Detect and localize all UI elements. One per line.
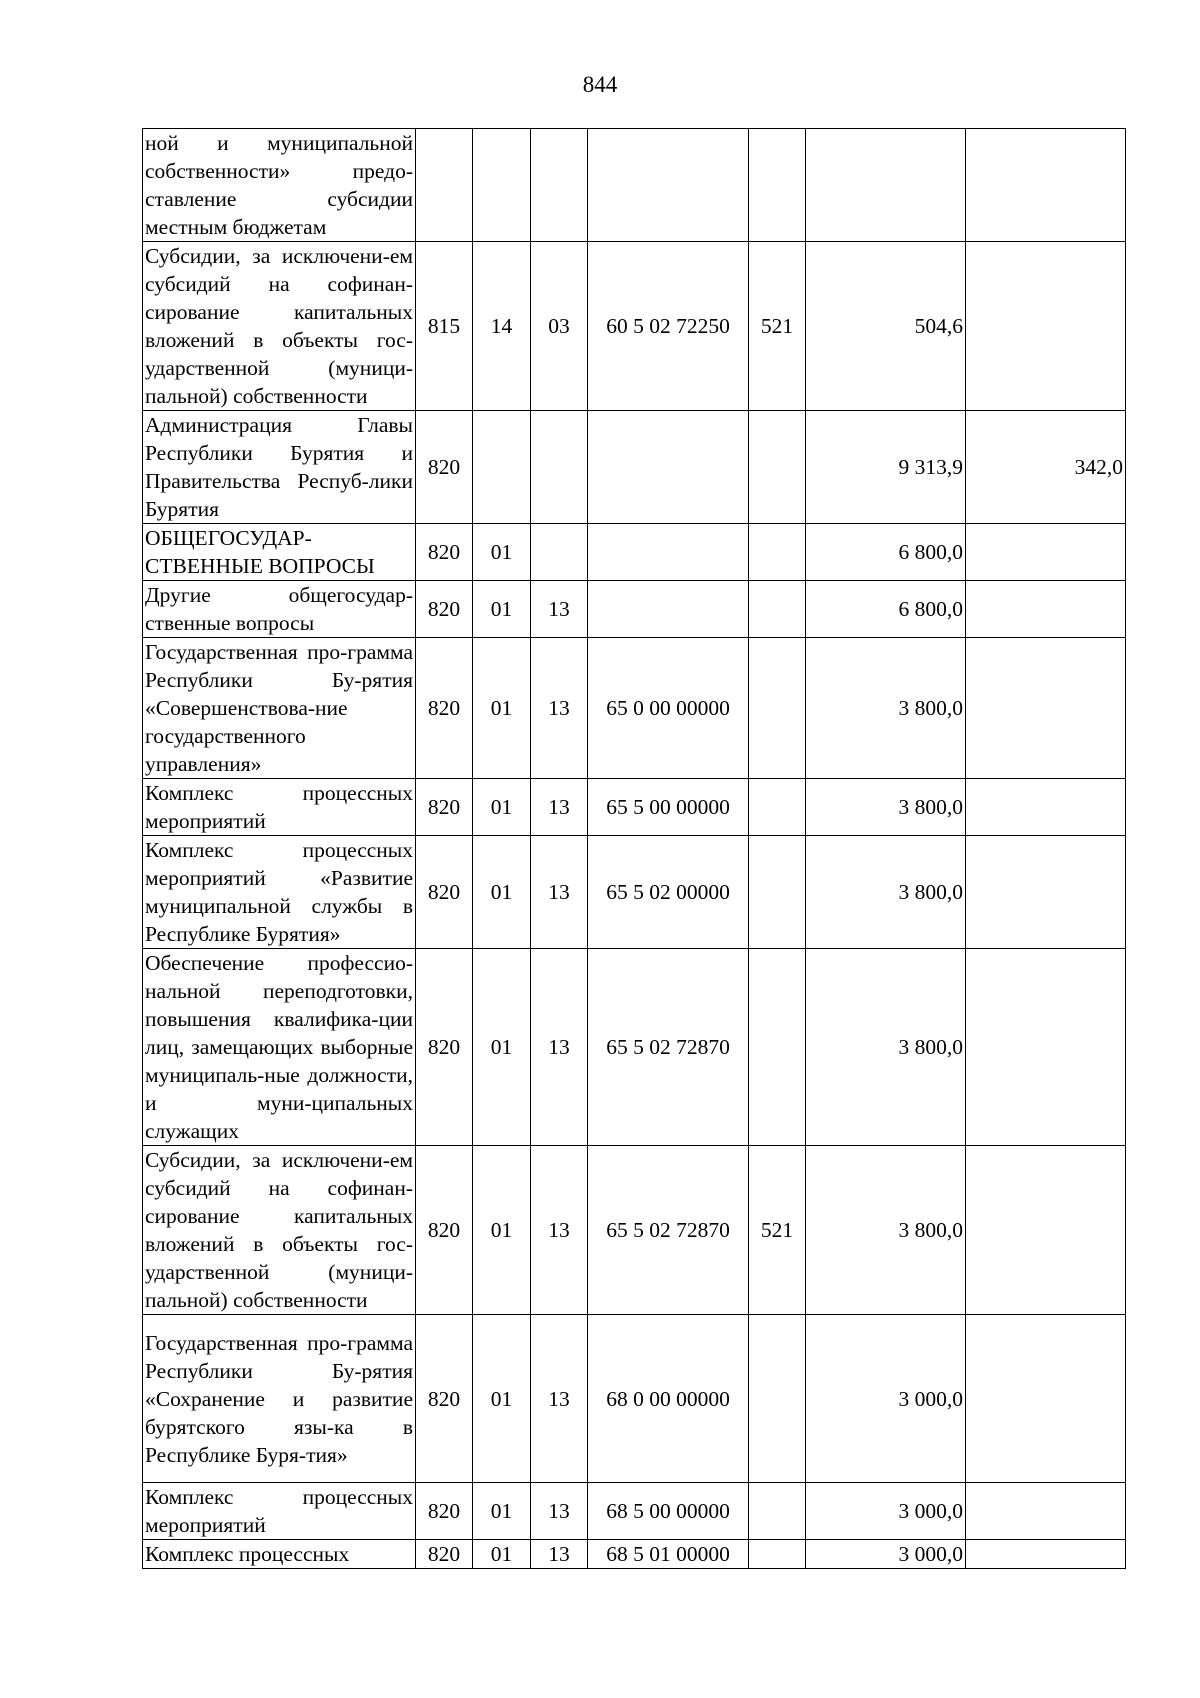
amount-extra-cell — [966, 129, 1126, 242]
name-cell: ной и муниципальной собственности» предо-ставление субсидии местным бюджетам — [143, 129, 416, 242]
ministry-code-cell: 820 — [416, 411, 473, 524]
target-article-cell: 68 0 00 00000 — [588, 1315, 749, 1483]
name-cell: Государственная про-грамма Республики Бу-рятия «Совершенствова-ние государственного управления» — [143, 638, 416, 779]
section-code-cell — [473, 129, 531, 242]
target-article-cell — [588, 129, 749, 242]
name-cell: Государственная про-грамма Республики Бу-рятия «Сохранение и развитие бурятского язы-ка в Республике Буря-тия» — [143, 1315, 416, 1483]
section-code-cell: 01 — [473, 836, 531, 949]
name-cell: Обеспечение профессио-нальной переподготовки, повышения квалифика-ции лиц, замещающих выборные муниципаль-ные должности, и муни-ципальных служащих — [143, 949, 416, 1146]
ministry-code-cell: 820 — [416, 1483, 473, 1540]
subsection-code-cell: 13 — [531, 581, 588, 638]
ministry-code-cell: 820 — [416, 1540, 473, 1569]
name-cell: Администрация Главы Республики Бурятия и Правительства Респуб-лики Бурятия — [143, 411, 416, 524]
expense-type-cell: 521 — [749, 1146, 806, 1315]
amount-extra-cell — [966, 836, 1126, 949]
amount-extra-cell — [966, 949, 1126, 1146]
ministry-code-cell: 820 — [416, 836, 473, 949]
ministry-code-cell: 820 — [416, 1315, 473, 1483]
subsection-code-cell — [531, 524, 588, 581]
target-article-cell: 65 5 00 00000 — [588, 779, 749, 836]
ministry-code-cell: 820 — [416, 949, 473, 1146]
name-cell: Субсидии, за исключени-ем субсидий на софинан-сирование капитальных вложений в объекты гос-ударственной (муници-пальной) собственности — [143, 1146, 416, 1315]
expense-type-cell — [749, 1540, 806, 1569]
target-article-cell: 65 5 02 72870 — [588, 1146, 749, 1315]
subsection-code-cell: 13 — [531, 949, 588, 1146]
table-row — [143, 949, 1126, 1146]
amount-extra-cell — [966, 581, 1126, 638]
target-article-cell: 65 5 02 00000 — [588, 836, 749, 949]
ministry-code-cell: 820 — [416, 581, 473, 638]
subsection-code-cell: 13 — [531, 836, 588, 949]
ministry-code-cell: 815 — [416, 242, 473, 411]
amount-cell: 3 000,0 — [806, 1540, 966, 1569]
section-code-cell — [473, 411, 531, 524]
target-article-cell — [588, 411, 749, 524]
amount-cell: 3 800,0 — [806, 638, 966, 779]
section-code-cell: 01 — [473, 638, 531, 779]
table-row — [143, 129, 1126, 242]
ministry-code-cell — [416, 129, 473, 242]
target-article-cell — [588, 524, 749, 581]
expense-type-cell — [749, 779, 806, 836]
expense-type-cell — [749, 1483, 806, 1540]
amount-cell: 3 800,0 — [806, 949, 966, 1146]
name-cell: Комплекс процессных — [143, 1540, 416, 1569]
expense-type-cell — [749, 1315, 806, 1483]
name-cell: Субсидии, за исключени-ем субсидий на софинан-сирование капитальных вложений в объекты гос-ударственной (муници-пальной) собственности — [143, 242, 416, 411]
amount-extra-cell — [966, 1483, 1126, 1540]
target-article-cell: 68 5 00 00000 — [588, 1483, 749, 1540]
ministry-code-cell: 820 — [416, 638, 473, 779]
amount-extra-cell — [966, 638, 1126, 779]
table-row — [143, 1540, 1126, 1569]
subsection-code-cell: 13 — [531, 638, 588, 779]
table-row — [143, 779, 1126, 836]
name-cell: Другие общегосудар-ственные вопросы — [143, 581, 416, 638]
table-row — [143, 1483, 1126, 1540]
target-article-cell: 65 0 00 00000 — [588, 638, 749, 779]
subsection-code-cell — [531, 411, 588, 524]
section-code-cell: 01 — [473, 779, 531, 836]
page-number: 844 — [582, 72, 618, 97]
subsection-code-cell: 13 — [531, 1540, 588, 1569]
budget-table — [142, 128, 1126, 1569]
expense-type-cell — [749, 949, 806, 1146]
amount-extra-cell: 342,0 — [966, 411, 1126, 524]
expense-type-cell: 521 — [749, 242, 806, 411]
ministry-code-cell: 820 — [416, 1146, 473, 1315]
subsection-code-cell: 13 — [531, 1483, 588, 1540]
expense-type-cell — [749, 524, 806, 581]
expense-type-cell — [749, 638, 806, 779]
expense-type-cell — [749, 411, 806, 524]
amount-cell: 3 800,0 — [806, 779, 966, 836]
table-row — [143, 242, 1126, 411]
table-row — [143, 1146, 1126, 1315]
amount-cell: 3 000,0 — [806, 1315, 966, 1483]
subsection-code-cell: 13 — [531, 1146, 588, 1315]
name-cell: Комплекс процессных мероприятий — [143, 779, 416, 836]
amount-cell: 3 800,0 — [806, 1146, 966, 1315]
amount-extra-cell — [966, 1146, 1126, 1315]
amount-extra-cell — [966, 779, 1126, 836]
expense-type-cell — [749, 836, 806, 949]
section-code-cell: 14 — [473, 242, 531, 411]
section-code-cell: 01 — [473, 1483, 531, 1540]
expense-type-cell — [749, 129, 806, 242]
section-code-cell: 01 — [473, 524, 531, 581]
amount-extra-cell — [966, 1315, 1126, 1483]
table-row — [143, 836, 1126, 949]
amount-cell: 3 000,0 — [806, 1483, 966, 1540]
expense-type-cell — [749, 581, 806, 638]
target-article-cell: 68 5 01 00000 — [588, 1540, 749, 1569]
amount-cell: 3 800,0 — [806, 836, 966, 949]
table-row — [143, 638, 1126, 779]
amount-extra-cell — [966, 524, 1126, 581]
section-code-cell: 01 — [473, 949, 531, 1146]
subsection-code-cell: 03 — [531, 242, 588, 411]
amount-cell: 6 800,0 — [806, 581, 966, 638]
target-article-cell: 65 5 02 72870 — [588, 949, 749, 1146]
section-code-cell: 01 — [473, 1540, 531, 1569]
subsection-code-cell: 13 — [531, 779, 588, 836]
subsection-code-cell — [531, 129, 588, 242]
amount-extra-cell — [966, 242, 1126, 411]
section-code-cell: 01 — [473, 581, 531, 638]
table-row — [143, 411, 1126, 524]
section-code-cell: 01 — [473, 1146, 531, 1315]
name-cell: ОБЩЕГОСУДАР-СТВЕННЫЕ ВОПРОСЫ — [143, 524, 416, 581]
name-cell: Комплекс процессных мероприятий «Развитие муниципальной службы в Республике Бурятия» — [143, 836, 416, 949]
subsection-code-cell: 13 — [531, 1315, 588, 1483]
amount-cell: 504,6 — [806, 242, 966, 411]
table-row — [143, 581, 1126, 638]
table-row — [143, 1315, 1126, 1483]
ministry-code-cell: 820 — [416, 779, 473, 836]
ministry-code-cell: 820 — [416, 524, 473, 581]
target-article-cell — [588, 581, 749, 638]
amount-cell: 6 800,0 — [806, 524, 966, 581]
section-code-cell: 01 — [473, 1315, 531, 1483]
amount-cell — [806, 129, 966, 242]
target-article-cell: 60 5 02 72250 — [588, 242, 749, 411]
amount-extra-cell — [966, 1540, 1126, 1569]
amount-cell: 9 313,9 — [806, 411, 966, 524]
name-cell: Комплекс процессных мероприятий — [143, 1483, 416, 1540]
table-row — [143, 524, 1126, 581]
